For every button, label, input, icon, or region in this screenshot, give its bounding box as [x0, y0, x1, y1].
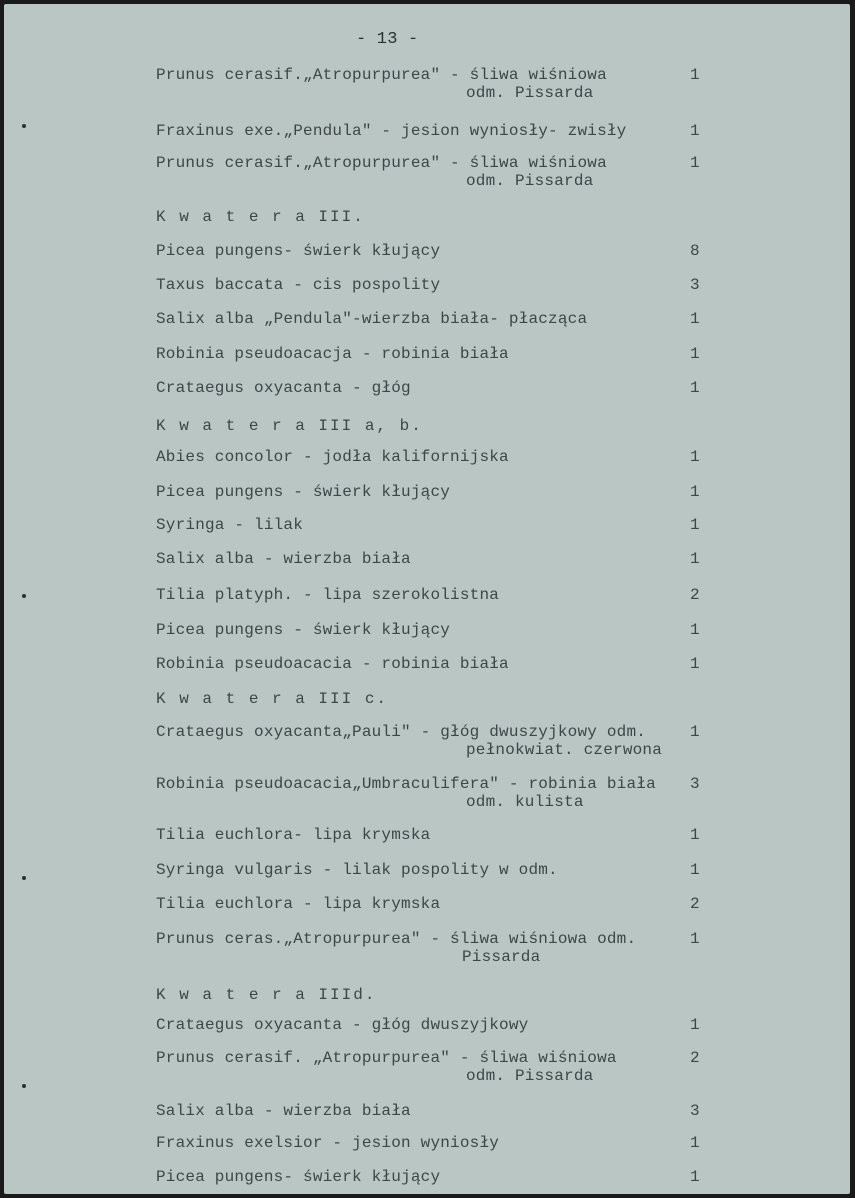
entry-text: Picea pungens - świerk kłujący — [156, 621, 451, 639]
binding-hole — [22, 1084, 26, 1088]
entry-text: Tilia platyph. - lipa szerokolistna — [156, 586, 500, 604]
entry-continuation: odm. Pissarda — [466, 1067, 594, 1085]
entry-count: 1 — [690, 483, 700, 501]
entry-text: Tilia euchlora - lipa krymska — [156, 895, 441, 913]
entry-count: 1 — [690, 826, 700, 844]
binding-hole — [22, 876, 26, 880]
entry-continuation: odm. kulista — [466, 793, 584, 811]
entry-count: 2 — [690, 895, 700, 913]
entry-count: 1 — [690, 122, 700, 140]
entry-count: 2 — [690, 586, 700, 604]
entry-text: Robinia pseudoacacia„Umbraculifera" - robinia biała — [156, 775, 656, 793]
entry-text: Picea pungens - świerk kłujący — [156, 483, 451, 501]
entry-text: Fraxinus exelsior - jesion wyniosły — [156, 1134, 500, 1152]
entry-text: Taxus baccata - cis pospolity — [156, 276, 441, 294]
entry-text: Crataegus oxyacanta - głóg — [156, 379, 411, 397]
entry-count: 1 — [690, 310, 700, 328]
entry-count: 1 — [690, 723, 700, 741]
entry-text: Prunus ceras.„Atropurpurea" - śliwa wiśniowa odm. — [156, 930, 637, 948]
entry-text: Crataegus oxyacanta - głóg dwuszyjkowy — [156, 1016, 529, 1034]
entry-count: 1 — [690, 448, 700, 466]
entry-text: Robinia pseudoacacja - robinia biała — [156, 345, 509, 363]
binding-hole — [22, 124, 26, 128]
entry-continuation: pełnokwiat. czerwona — [466, 741, 663, 759]
entry-count: 1 — [690, 1134, 700, 1152]
entry-count: 1 — [690, 861, 700, 879]
entry-continuation: Pissarda — [462, 948, 541, 966]
entry-text: Salix alba „Pendula"-wierzba biała- płacząca — [156, 310, 588, 328]
entry-count: 1 — [690, 345, 700, 363]
entry-count: 8 — [690, 242, 700, 260]
entry-count: 3 — [690, 276, 700, 294]
entry-count: 1 — [690, 1168, 700, 1186]
section-heading: K w a t e r a III a, b. — [156, 417, 423, 435]
entry-text: Tilia euchlora- lipa krymska — [156, 826, 431, 844]
entry-count: 1 — [690, 516, 700, 534]
entry-count: 1 — [690, 621, 700, 639]
section-heading: K w a t e r a III c. — [156, 690, 389, 708]
entry-text: Picea pungens- świerk kłujący — [156, 242, 441, 260]
binding-hole — [22, 594, 26, 598]
entry-count: 1 — [690, 66, 700, 84]
section-heading: K w a t e r a III. — [156, 208, 365, 226]
entry-text: Picea pungens- świerk kłujący — [156, 1168, 441, 1186]
entry-count: 1 — [690, 655, 700, 673]
entry-text: Robinia pseudoacacia - robinia biała — [156, 655, 509, 673]
entry-count: 3 — [690, 1102, 700, 1120]
entry-count: 1 — [690, 930, 700, 948]
entry-count: 1 — [690, 379, 700, 397]
entry-count: 1 — [690, 154, 700, 172]
section-heading: K w a t e r a IIId. — [156, 986, 377, 1004]
entry-count: 3 — [690, 775, 700, 793]
entry-count: 1 — [690, 1016, 700, 1034]
entry-count: 1 — [690, 550, 700, 568]
entry-text: Abies concolor - jodła kalifornijska — [156, 448, 509, 466]
entry-text: Salix alba - wierzba biała — [156, 550, 411, 568]
document-page — [4, 4, 850, 1194]
entry-text: Crataegus oxyacanta„Pauli" - głóg dwuszyjkowy odm. — [156, 723, 647, 741]
entry-continuation: odm. Pissarda — [466, 172, 594, 190]
entry-continuation: odm. Pissarda — [466, 84, 594, 102]
entry-text: Prunus cerasif.„Atropurpurea" - śliwa wiśniowa — [156, 154, 607, 172]
page-number: - 13 - — [356, 30, 419, 49]
entry-text: Fraxinus exe.„Pendula" - jesion wyniosły- zwisły — [156, 122, 627, 140]
entry-text: Salix alba - wierzba biała — [156, 1102, 411, 1120]
entry-text: Prunus cerasif. „Atropurpurea" - śliwa wiśniowa — [156, 1049, 617, 1067]
entry-text: Syringa - lilak — [156, 516, 304, 534]
entry-text: Prunus cerasif.„Atropurpurea" - śliwa wiśniowa — [156, 66, 607, 84]
entry-count: 2 — [690, 1049, 700, 1067]
entry-text: Syringa vulgaris - lilak pospolity w odm. — [156, 861, 558, 879]
